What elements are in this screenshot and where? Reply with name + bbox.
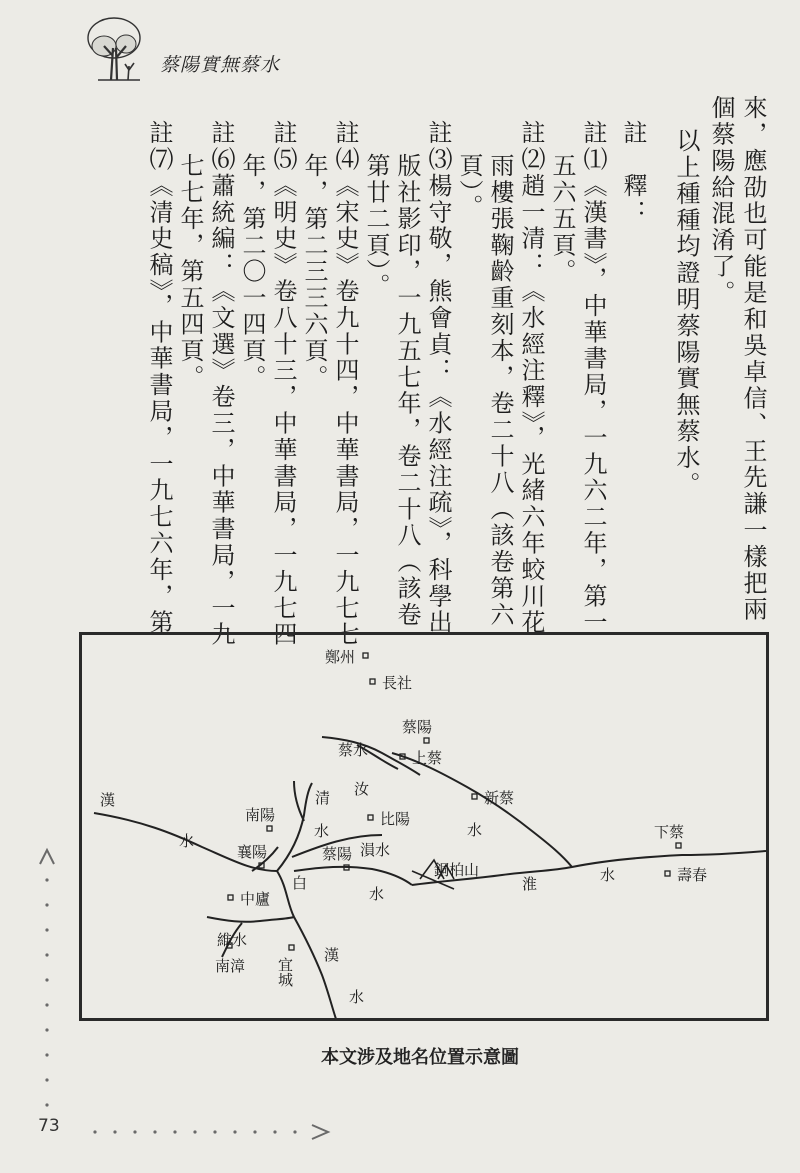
note-entry: 註⑵趙一清：《水經注釋》，光緒六年蛟川花 xyxy=(517,120,545,636)
river-label: 白 xyxy=(292,874,308,892)
place-label: 蔡陽 xyxy=(322,845,353,863)
place-label: 新蔡 xyxy=(484,789,515,807)
note-continuation: 第廿二頁）。 xyxy=(362,153,390,300)
note-continuation: 版社影印，一九五七年，卷二十八（該卷 xyxy=(393,153,421,629)
note-continuation: 五六五頁。 xyxy=(548,153,576,285)
place-label: 上蔡 xyxy=(412,749,443,767)
note-continuation: 七七年，第五四頁。 xyxy=(176,153,204,391)
place-label: 中廬 xyxy=(240,890,271,908)
place-label: 長社 xyxy=(382,674,413,692)
river-label: 汝 xyxy=(354,780,370,798)
note-entry: 註⑶楊守敬，熊會貞：《水經注疏》，科學出 xyxy=(424,120,452,636)
place-label: 南漳 xyxy=(215,957,246,975)
arrow-up-icon xyxy=(40,850,54,864)
river-label: 水 xyxy=(600,866,616,884)
arrow-right-icon xyxy=(312,1125,328,1139)
place-label: 鄭州 xyxy=(325,648,356,666)
note-continuation: 年，第二三三六頁。 xyxy=(300,153,328,391)
body-line: 來，應劭也可能是和吳卓信、王先謙一樣把兩 xyxy=(739,95,767,623)
notes-heading: 註 釋： xyxy=(619,120,647,226)
body-line: 以上種種均證明蔡陽實無蔡水。 xyxy=(672,128,700,498)
place-label: 銅柏山 xyxy=(434,861,480,879)
river-label: 蔡水 xyxy=(338,741,369,759)
note-entry: 註⑺《清史稿》，中華書局，一九七六年，第 xyxy=(145,120,173,636)
place-label: 比陽 xyxy=(380,810,411,828)
place-label: 下蔡 xyxy=(654,823,685,841)
place-label: 宜城 xyxy=(276,957,294,987)
river-label: 清 xyxy=(315,789,331,807)
note-continuation: 頁）。 xyxy=(455,153,483,221)
river-label: 維水 xyxy=(217,931,248,949)
note-entry: 註⑷《宋史》卷九十四，中華書局，一九七七 xyxy=(331,120,359,648)
body-line: 個蔡陽給混淆了。 xyxy=(707,95,735,307)
river-label: 水 xyxy=(349,988,365,1006)
river-label: 水 xyxy=(179,832,195,850)
note-entry: 註⑴《漢書》，中華書局，一九六二年，第一 xyxy=(579,120,607,636)
note-entry: 註⑸《明史》卷八十三，中華書局，一九七四 xyxy=(269,120,297,648)
river-label: 淮 xyxy=(522,875,538,893)
note-entry: 註⑹蕭統編：《文選》卷三，中華書局，一九 xyxy=(207,120,235,648)
river-label: 漢 xyxy=(100,791,116,809)
river-label: 水 xyxy=(369,885,385,903)
river-label: 漢 xyxy=(324,946,340,964)
river-label: 溳水 xyxy=(360,841,391,859)
river-label: 水 xyxy=(467,821,483,839)
page-number: 73 xyxy=(38,1116,60,1136)
header-title: 蔡陽實無蔡水 xyxy=(160,54,281,76)
map-caption: 本文涉及地名位置示意圖 xyxy=(321,1047,519,1068)
place-label: 南陽 xyxy=(245,806,276,824)
place-label: 壽春 xyxy=(677,866,708,884)
note-continuation: 年，第二〇一四頁。 xyxy=(238,153,266,391)
place-label: 蔡陽 xyxy=(402,718,433,736)
note-continuation: 雨樓張鞠齡重刻本，卷二十八（該卷第六 xyxy=(486,153,514,629)
river-label: 水 xyxy=(314,822,330,840)
place-label: 襄陽 xyxy=(237,843,268,861)
